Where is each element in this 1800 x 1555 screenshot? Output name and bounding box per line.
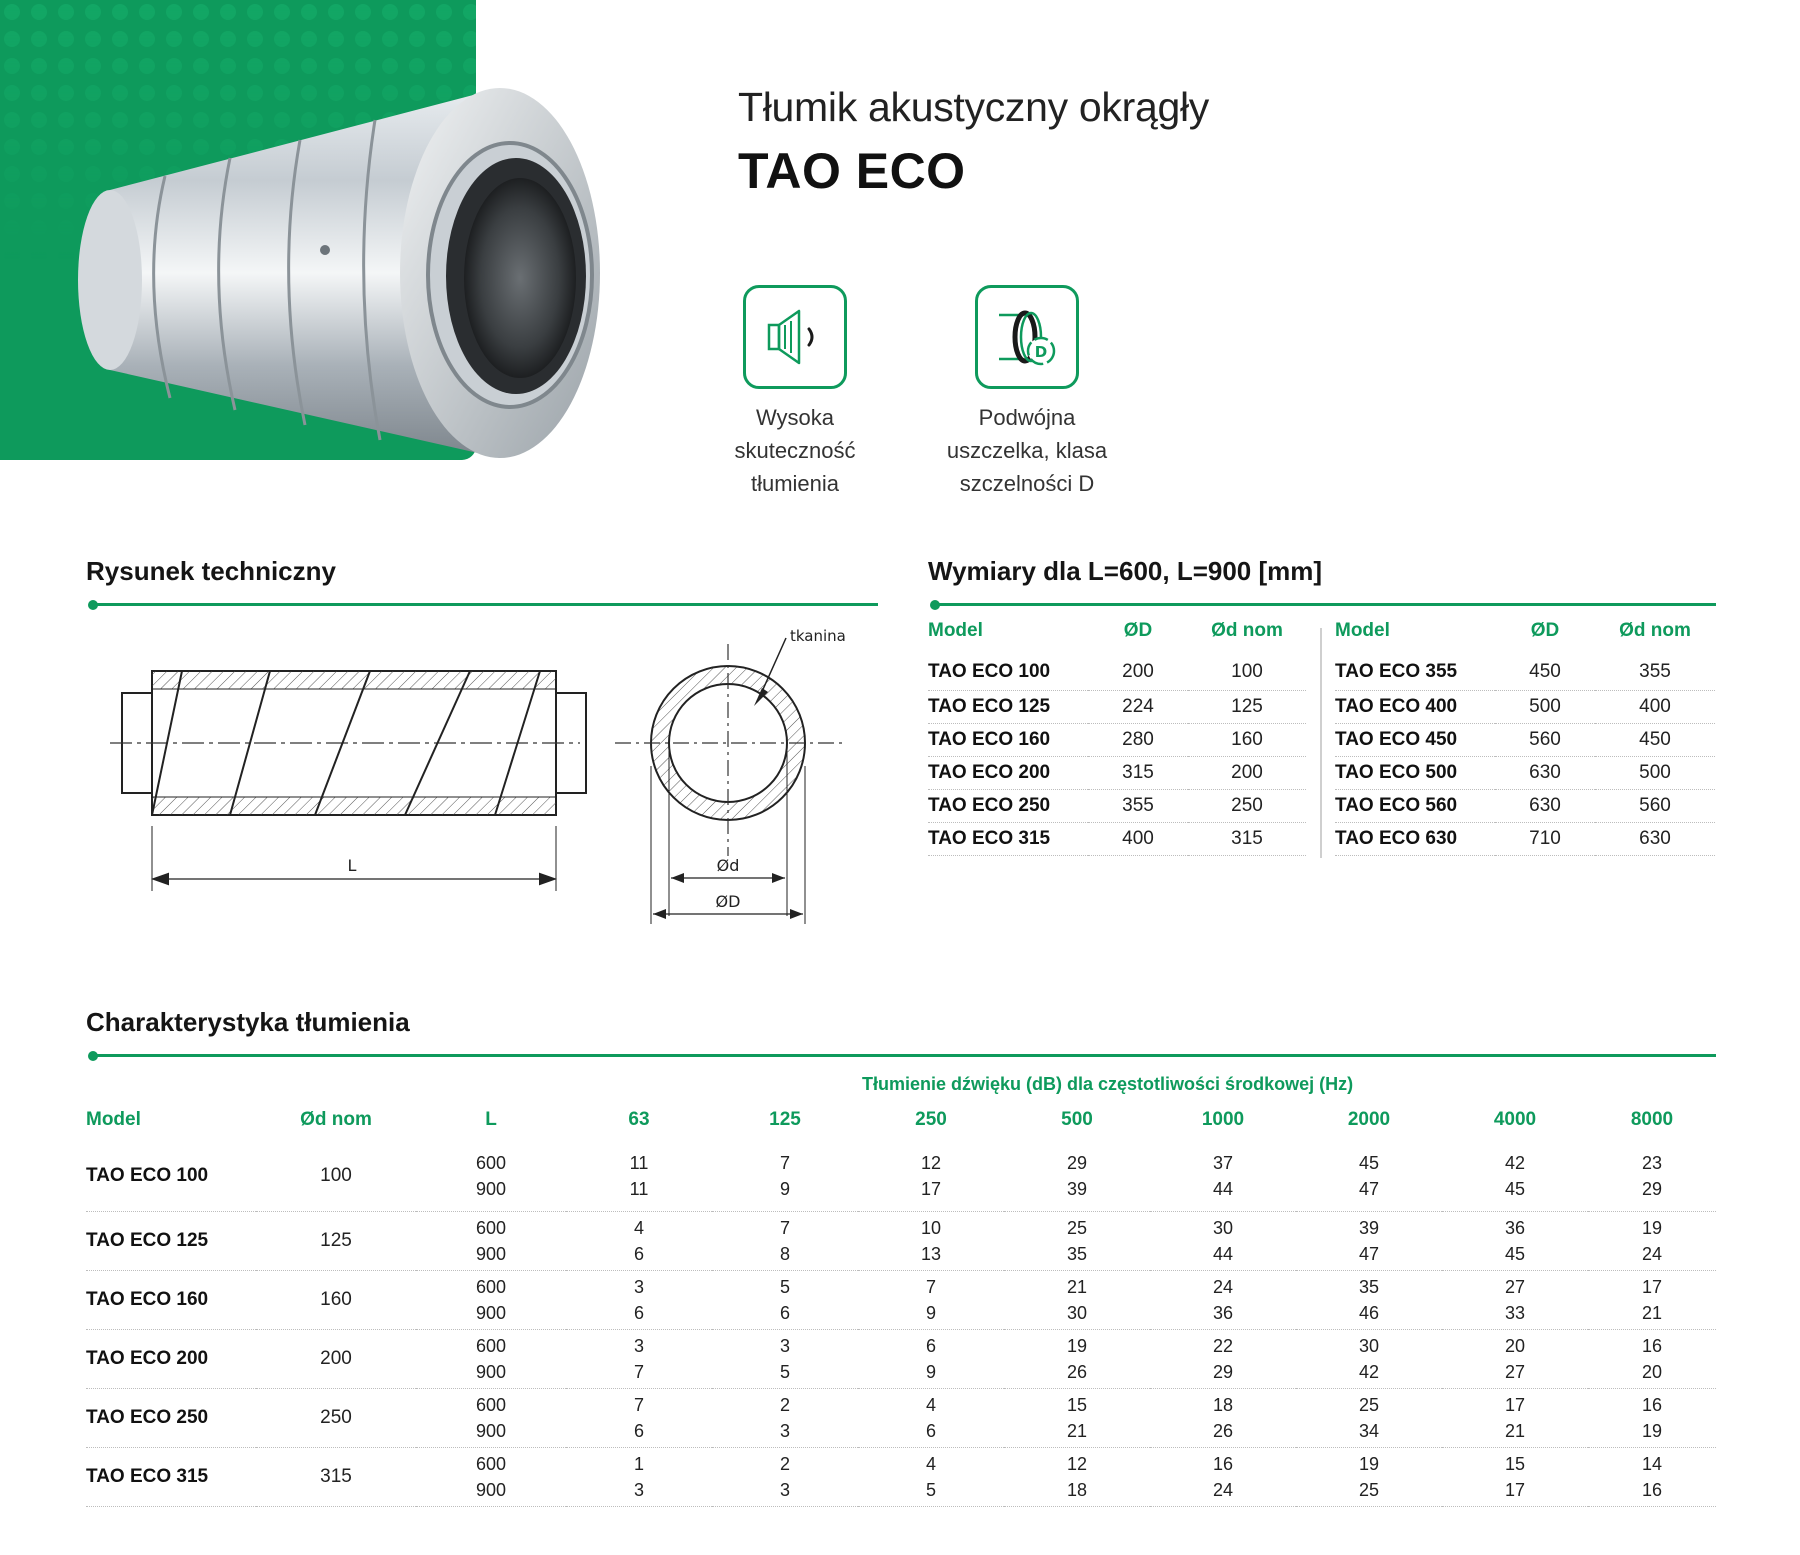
attenuation-value: 6: [925, 1335, 936, 1356]
attenuation-value: 5: [925, 1479, 936, 1500]
attenuation-cell: [1442, 1388, 1588, 1447]
attenuation-value: 6: [633, 1243, 644, 1264]
attenuation-value: 7: [779, 1152, 790, 1173]
table-row: [86, 1141, 1716, 1211]
model-cell: TAO ECO 355: [1335, 654, 1495, 690]
attenuation-value: 29: [1066, 1152, 1088, 1173]
value-cell: 224: [1088, 690, 1188, 723]
attenuation-value: 11: [629, 1178, 649, 1199]
attenuation-value: 18: [1212, 1394, 1234, 1415]
attenuation-value: 15: [1504, 1453, 1526, 1474]
attenuation-value: 42: [1504, 1152, 1526, 1173]
feature-line: Podwójna: [978, 405, 1076, 430]
attenuation-cell: [1150, 1447, 1296, 1506]
attenuation-value: 25: [1358, 1479, 1380, 1500]
attenuation-value: 21: [1066, 1276, 1088, 1297]
attenuation-cell: [1296, 1211, 1442, 1270]
attenuation-value: 17: [920, 1178, 942, 1199]
dimensions-table-right: [1335, 620, 1715, 856]
column-header: ØD: [1123, 620, 1153, 641]
column-header: Ød nom: [1211, 620, 1283, 641]
attenuation-value: 3: [633, 1276, 644, 1297]
value-cell: 630: [1495, 756, 1595, 789]
attenuation-cell: [566, 1329, 712, 1388]
column-header: ØD: [1530, 620, 1560, 641]
dimensions-divider: [1320, 628, 1322, 858]
attenuation-cell: [1296, 1141, 1442, 1211]
attenuation-value: 30: [1358, 1335, 1380, 1356]
attenuation-section-rule: [90, 1054, 1716, 1057]
drawing-section-title: Rysunek techniczny: [86, 556, 336, 586]
attenuation-cell: [712, 1447, 858, 1506]
value-cell: 500: [1595, 756, 1715, 789]
attenuation-cell: [1588, 1211, 1716, 1270]
attenuation-value: 6: [779, 1302, 790, 1323]
dimensions-section-title: Wymiary dla L=600, L=900 [mm]: [928, 556, 1323, 586]
length-value: 900: [475, 1361, 507, 1382]
feature-line: tłumienia: [750, 471, 840, 496]
attenuation-value: 6: [633, 1302, 644, 1323]
model-cell: TAO ECO 315: [928, 822, 1088, 855]
attenuation-value: 25: [1066, 1217, 1088, 1238]
value-cell: 450: [1495, 654, 1595, 690]
inner-diameter-label: Ød: [716, 856, 740, 875]
attenuation-cell: [1150, 1329, 1296, 1388]
dnom-cell: 125: [256, 1211, 416, 1270]
attenuation-cell: [1150, 1141, 1296, 1211]
attenuation-value: 39: [1358, 1217, 1380, 1238]
attenuation-value: 44: [1212, 1243, 1234, 1264]
length-value: 900: [475, 1243, 507, 1264]
value-cell: 125: [1188, 690, 1306, 723]
attenuation-value: 5: [779, 1361, 790, 1382]
table-row: [86, 1329, 1716, 1388]
attenuation-value: 3: [779, 1335, 790, 1356]
attenuation-value: 34: [1358, 1420, 1380, 1441]
value-cell: 315: [1188, 822, 1306, 855]
attenuation-cell: [712, 1270, 858, 1329]
length-cell: [416, 1329, 566, 1388]
length-value: 900: [475, 1178, 507, 1199]
speaker-icon: [743, 285, 847, 389]
length-value: 900: [475, 1479, 507, 1500]
value-cell: 355: [1595, 654, 1715, 690]
attenuation-value: 23: [1641, 1152, 1663, 1173]
attenuation-table: [86, 1101, 1716, 1507]
column-header: Model: [86, 1109, 141, 1130]
attenuation-cell: [1004, 1447, 1150, 1506]
attenuation-value: 20: [1504, 1335, 1526, 1356]
feature-line: skuteczność: [734, 438, 856, 463]
table-header-row: [928, 620, 1306, 654]
attenuation-value: 14: [1641, 1453, 1663, 1474]
value-cell: 630: [1595, 822, 1715, 855]
attenuation-value: 9: [925, 1302, 936, 1323]
drawing-section-rule: [90, 603, 878, 606]
value-cell: 450: [1595, 723, 1715, 756]
attenuation-value: 22: [1212, 1335, 1234, 1356]
attenuation-value: 5: [779, 1276, 790, 1297]
product-subtitle: Tłumik akustyczny okrągły: [738, 84, 1209, 130]
silencer-product-photo: [70, 80, 710, 520]
table-row: [86, 1447, 1716, 1506]
attenuation-value: 7: [633, 1394, 644, 1415]
attenuation-value: 3: [633, 1335, 644, 1356]
feature-line: Wysoka: [755, 405, 835, 430]
attenuation-value: 26: [1212, 1420, 1234, 1441]
model-cell: TAO ECO 200: [928, 756, 1088, 789]
attenuation-cell: [858, 1329, 1004, 1388]
attenuation-cell: [1150, 1388, 1296, 1447]
attenuation-value: 16: [1641, 1479, 1663, 1500]
model-cell: TAO ECO 250: [86, 1388, 256, 1447]
attenuation-value: 27: [1504, 1361, 1526, 1382]
model-cell: TAO ECO 450: [1335, 723, 1495, 756]
attenuation-value: 3: [779, 1479, 790, 1500]
attenuation-cell: [1442, 1270, 1588, 1329]
model-cell: TAO ECO 125: [928, 690, 1088, 723]
attenuation-cell: [1150, 1211, 1296, 1270]
model-cell: TAO ECO 100: [928, 654, 1088, 690]
attenuation-value: 4: [925, 1394, 936, 1415]
attenuation-cell: [566, 1270, 712, 1329]
length-value: 900: [475, 1302, 507, 1323]
technical-drawing: [110, 626, 870, 936]
attenuation-value: 27: [1504, 1276, 1526, 1297]
attenuation-value: 29: [1641, 1178, 1663, 1199]
attenuation-cell: [1004, 1270, 1150, 1329]
dimensions-section-rule: [932, 603, 1716, 606]
attenuation-cell: [1296, 1388, 1442, 1447]
length-cell: [416, 1388, 566, 1447]
attenuation-cell: [566, 1211, 712, 1270]
attenuation-value: 4: [633, 1217, 644, 1238]
attenuation-value: 26: [1066, 1361, 1088, 1382]
length-value: 900: [475, 1420, 507, 1441]
length-value: 600: [475, 1217, 507, 1238]
attenuation-cell: [858, 1447, 1004, 1506]
attenuation-value: 17: [1504, 1394, 1526, 1415]
value-cell: 560: [1495, 723, 1595, 756]
attenuation-cell: [1296, 1447, 1442, 1506]
feature-line: szczelności D: [959, 471, 1095, 496]
model-cell: TAO ECO 200: [86, 1329, 256, 1388]
attenuation-cell: [858, 1141, 1004, 1211]
attenuation-value: 29: [1212, 1361, 1234, 1382]
value-cell: 280: [1088, 723, 1188, 756]
attenuation-value: 16: [1212, 1453, 1234, 1474]
attenuation-value: 13: [920, 1243, 942, 1264]
model-cell: TAO ECO 160: [928, 723, 1088, 756]
model-cell: TAO ECO 250: [928, 789, 1088, 822]
attenuation-section-title: Charakterystyka tłumienia: [86, 1007, 410, 1037]
value-cell: 200: [1088, 654, 1188, 690]
column-header: Ød nom: [1619, 620, 1691, 641]
attenuation-value: 4: [925, 1453, 936, 1474]
model-cell: TAO ECO 500: [1335, 756, 1495, 789]
attenuation-cell: [1004, 1388, 1150, 1447]
attenuation-cell: [566, 1141, 712, 1211]
value-cell: 100: [1188, 654, 1306, 690]
length-value: 600: [475, 1152, 507, 1173]
svg-text:D: D: [1034, 343, 1048, 361]
value-cell: 200: [1188, 756, 1306, 789]
attenuation-value: 24: [1212, 1276, 1234, 1297]
table-row: [1335, 756, 1715, 789]
column-header: 8000: [1630, 1109, 1674, 1130]
attenuation-value: 6: [925, 1420, 936, 1441]
model-cell: TAO ECO 560: [1335, 789, 1495, 822]
model-cell: TAO ECO 400: [1335, 690, 1495, 723]
feature-double-gasket: [932, 285, 1122, 500]
attenuation-value: 33: [1504, 1302, 1526, 1323]
attenuation-value: 45: [1358, 1152, 1380, 1173]
attenuation-value: 19: [1641, 1420, 1663, 1441]
table-row: [928, 822, 1306, 855]
model-cell: TAO ECO 100: [86, 1141, 256, 1211]
attenuation-cell: [566, 1447, 712, 1506]
dnom-cell: 250: [256, 1388, 416, 1447]
attenuation-value: 9: [925, 1361, 936, 1382]
attenuation-value: 17: [1504, 1479, 1526, 1500]
table-row: [928, 789, 1306, 822]
attenuation-cell: [858, 1211, 1004, 1270]
attenuation-value: 24: [1641, 1243, 1663, 1264]
dnom-cell: 315: [256, 1447, 416, 1506]
fabric-label: tkanina: [790, 627, 846, 645]
attenuation-cell: [712, 1211, 858, 1270]
attenuation-value: 42: [1358, 1361, 1380, 1382]
model-cell: TAO ECO 315: [86, 1447, 256, 1506]
table-header-row: [86, 1101, 1716, 1141]
attenuation-cell: [1442, 1141, 1588, 1211]
attenuation-cell: [1588, 1388, 1716, 1447]
column-header: 2000: [1347, 1109, 1391, 1130]
column-header: Model: [1335, 620, 1390, 641]
attenuation-cell: [858, 1388, 1004, 1447]
attenuation-value: 20: [1641, 1361, 1663, 1382]
column-header: Model: [928, 620, 983, 641]
attenuation-value: 37: [1212, 1152, 1234, 1173]
attenuation-value: 16: [1641, 1335, 1663, 1356]
length-value: 600: [475, 1335, 507, 1356]
dnom-cell: 100: [256, 1141, 416, 1211]
table-row: [928, 654, 1306, 690]
attenuation-value: 46: [1358, 1302, 1380, 1323]
product-title: TAO ECO: [738, 143, 966, 199]
table-row: [86, 1270, 1716, 1329]
outer-diameter-label: ØD: [715, 892, 741, 911]
attenuation-cell: [1296, 1329, 1442, 1388]
attenuation-value: 44: [1212, 1178, 1234, 1199]
attenuation-value: 25: [1358, 1394, 1380, 1415]
attenuation-value: 24: [1212, 1479, 1234, 1500]
dnom-cell: 160: [256, 1270, 416, 1329]
attenuation-cell: [1004, 1141, 1150, 1211]
attenuation-value: 7: [779, 1217, 790, 1238]
attenuation-cell: [1588, 1329, 1716, 1388]
attenuation-value: 21: [1504, 1420, 1526, 1441]
column-header: Ød nom: [300, 1109, 372, 1130]
attenuation-value: 16: [1641, 1394, 1663, 1415]
attenuation-value: 6: [633, 1420, 644, 1441]
column-header: 1000: [1201, 1109, 1245, 1130]
attenuation-value: 7: [633, 1361, 644, 1382]
attenuation-cell: [1588, 1270, 1716, 1329]
attenuation-value: 3: [779, 1420, 790, 1441]
dnom-cell: 200: [256, 1329, 416, 1388]
attenuation-cell: [1588, 1141, 1716, 1211]
attenuation-cell: [1004, 1329, 1150, 1388]
cross-section-view: [615, 638, 842, 924]
model-cell: TAO ECO 630: [1335, 822, 1495, 855]
attenuation-value: 30: [1212, 1217, 1234, 1238]
attenuation-cell: [1442, 1447, 1588, 1506]
attenuation-value: 2: [779, 1394, 790, 1415]
attenuation-value: 7: [925, 1276, 936, 1297]
table-row: [1335, 654, 1715, 690]
attenuation-cell: [1004, 1211, 1150, 1270]
dimensions-table-left: [928, 620, 1306, 856]
table-row: [1335, 822, 1715, 855]
attenuation-value: 47: [1358, 1243, 1380, 1264]
value-cell: 500: [1495, 690, 1595, 723]
value-cell: 630: [1495, 789, 1595, 822]
attenuation-value: 18: [1066, 1479, 1088, 1500]
gasket-seal-icon: [975, 285, 1079, 389]
attenuation-value: 11: [629, 1152, 649, 1173]
attenuation-value: 36: [1212, 1302, 1234, 1323]
column-header: 63: [628, 1109, 650, 1130]
value-cell: 400: [1595, 690, 1715, 723]
table-row: [928, 723, 1306, 756]
attenuation-value: 19: [1358, 1453, 1380, 1474]
attenuation-value: 35: [1358, 1276, 1380, 1297]
value-cell: 355: [1088, 789, 1188, 822]
table-row: [1335, 690, 1715, 723]
attenuation-value: 3: [633, 1479, 644, 1500]
attenuation-cell: [1442, 1211, 1588, 1270]
table-row: [86, 1388, 1716, 1447]
length-cell: [416, 1141, 566, 1211]
attenuation-cell: [1442, 1329, 1588, 1388]
attenuation-value: 35: [1066, 1243, 1088, 1264]
attenuation-cell: [712, 1388, 858, 1447]
value-cell: 315: [1088, 756, 1188, 789]
table-row: [1335, 723, 1715, 756]
attenuation-value: 15: [1066, 1394, 1088, 1415]
value-cell: 560: [1595, 789, 1715, 822]
length-value: 600: [475, 1453, 507, 1474]
feature-high-attenuation: [700, 285, 890, 500]
table-row: [86, 1211, 1716, 1270]
attenuation-value: 1: [633, 1453, 644, 1474]
length-label: L: [347, 856, 357, 875]
attenuation-value: 8: [779, 1243, 790, 1264]
attenuation-value: 10: [920, 1217, 942, 1238]
table-header-row: [1335, 620, 1715, 654]
attenuation-value: 45: [1504, 1243, 1526, 1264]
attenuation-value: 47: [1358, 1178, 1380, 1199]
frequency-caption: Tłumienie dźwięku (dB) dla częstotliwości środkowej (Hz): [862, 1074, 1354, 1094]
column-header: 4000: [1493, 1109, 1537, 1130]
length-cell: [416, 1447, 566, 1506]
attenuation-value: 45: [1504, 1178, 1526, 1199]
length-cell: [416, 1211, 566, 1270]
column-header: 250: [915, 1109, 947, 1130]
attenuation-value: 39: [1066, 1178, 1088, 1199]
attenuation-value: 21: [1641, 1302, 1663, 1323]
column-header: L: [485, 1109, 497, 1130]
feature-line: uszczelka, klasa: [946, 438, 1108, 463]
attenuation-value: 30: [1066, 1302, 1088, 1323]
attenuation-cell: [1588, 1447, 1716, 1506]
attenuation-value: 9: [779, 1178, 790, 1199]
attenuation-value: 19: [1066, 1335, 1088, 1356]
model-cell: TAO ECO 160: [86, 1270, 256, 1329]
attenuation-cell: [712, 1329, 858, 1388]
attenuation-cell: [712, 1141, 858, 1211]
value-cell: 160: [1188, 723, 1306, 756]
model-cell: TAO ECO 125: [86, 1211, 256, 1270]
length-value: 600: [475, 1394, 507, 1415]
attenuation-value: 12: [1066, 1453, 1088, 1474]
table-row: [1335, 789, 1715, 822]
attenuation-cell: [1296, 1270, 1442, 1329]
value-cell: 710: [1495, 822, 1595, 855]
value-cell: 400: [1088, 822, 1188, 855]
attenuation-value: 12: [920, 1152, 942, 1173]
length-value: 600: [475, 1276, 507, 1297]
attenuation-value: 19: [1641, 1217, 1663, 1238]
length-cell: [416, 1270, 566, 1329]
attenuation-value: 21: [1066, 1420, 1088, 1441]
attenuation-value: 36: [1504, 1217, 1526, 1238]
attenuation-value: 2: [779, 1453, 790, 1474]
value-cell: 250: [1188, 789, 1306, 822]
attenuation-cell: [566, 1388, 712, 1447]
table-row: [928, 756, 1306, 789]
column-header: 500: [1061, 1109, 1093, 1130]
attenuation-cell: [858, 1270, 1004, 1329]
column-header: 125: [769, 1109, 801, 1130]
attenuation-value: 17: [1641, 1276, 1663, 1297]
attenuation-cell: [1150, 1270, 1296, 1329]
table-row: [928, 690, 1306, 723]
